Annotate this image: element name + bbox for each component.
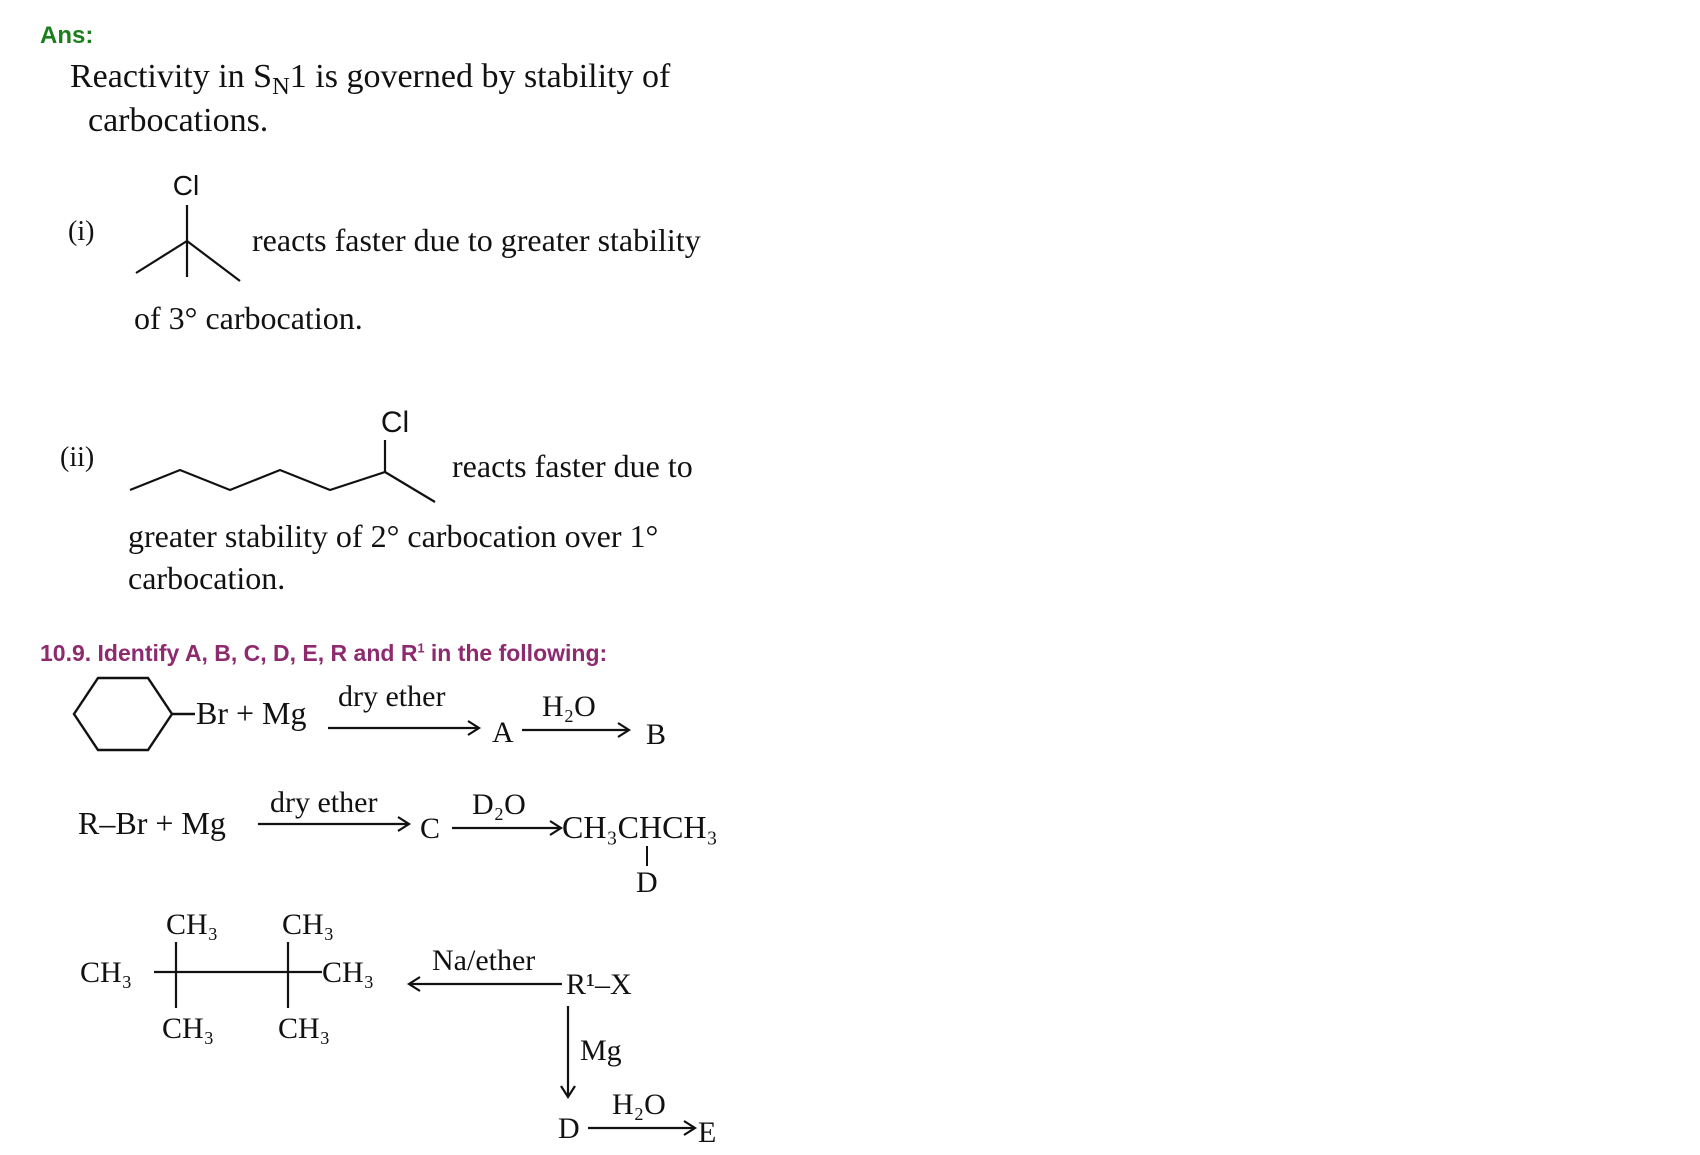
reaction2-substituent: D xyxy=(636,866,658,899)
bond-line xyxy=(187,241,240,281)
reaction1-product1: A xyxy=(492,716,514,749)
bond-line xyxy=(136,241,187,273)
reaction2-product2: CH₃CHCH₃ xyxy=(562,809,718,845)
item1-marker: (i) xyxy=(68,216,95,247)
item1-text-line2: of 3° carbocation. xyxy=(134,300,363,336)
carbon-chain xyxy=(130,470,385,490)
question-heading-suffix: in the following: xyxy=(424,640,608,666)
intro-text-line2: carbocations. xyxy=(88,102,269,139)
reaction1-reagent2: H₂O xyxy=(542,690,596,723)
reaction3-right: CH₃ xyxy=(322,956,375,989)
tertiary-butyl-chloride-structure xyxy=(130,165,250,285)
reaction3-top-right: CH₃ xyxy=(282,908,335,941)
question-heading-superscript: 1 xyxy=(417,641,425,656)
question-heading xyxy=(40,640,607,667)
question-heading-prefix: 10.9. Identify A, B, C, D, E, R and R xyxy=(40,640,418,666)
intro-text-part1: Reactivity in S xyxy=(70,58,273,95)
reaction-2 xyxy=(70,782,770,912)
reaction3-top-left: CH₃ xyxy=(166,908,219,941)
reaction3-left: CH₃ xyxy=(80,956,133,989)
reaction3-product-e: E xyxy=(698,1116,717,1149)
reaction3-product-d: D xyxy=(558,1112,580,1145)
item2-text-line1: reacts faster due to xyxy=(452,448,693,484)
reaction2-reagent1: dry ether xyxy=(270,786,378,819)
reaction2-product1: C xyxy=(420,812,441,845)
bond-line xyxy=(385,472,435,502)
cyclohexane-ring xyxy=(74,678,172,750)
intro-text xyxy=(70,58,671,100)
reaction3-bottom-left: CH₃ xyxy=(162,1012,215,1045)
item1-atom-label: Cl xyxy=(172,170,200,201)
reaction1-product2: B xyxy=(646,718,667,751)
reaction-3 xyxy=(70,900,750,1155)
item2-text-line2: greater stability of 2° carbocation over 1° xyxy=(128,518,659,554)
item2-atom-label: Cl xyxy=(380,406,410,439)
reaction-1 xyxy=(60,672,780,762)
reaction1-reagent1: dry ether xyxy=(338,680,446,713)
intro-subscript: N xyxy=(272,72,290,100)
reaction3-reagent: Na/ether xyxy=(432,944,536,977)
reaction3-bottom-right: CH₃ xyxy=(278,1012,331,1045)
reaction3-reagent2: H₂O xyxy=(612,1088,666,1121)
item1-text-line1: reacts faster due to greater stability xyxy=(252,222,701,258)
item2-text-line3: carbocation. xyxy=(128,560,286,596)
reaction1-reactant: Br + Mg xyxy=(196,695,307,731)
intro-text-part2: 1 is governed by stability of xyxy=(289,58,671,95)
reaction3-reactant: R¹–X xyxy=(566,968,632,1001)
2-chloropentane-structure xyxy=(125,398,445,508)
reaction3-down-reagent: Mg xyxy=(580,1034,622,1067)
item2-marker: (ii) xyxy=(60,442,95,473)
reaction2-reactant: R–Br + Mg xyxy=(78,805,226,841)
answer-label: Ans: xyxy=(40,22,94,49)
reaction2-reagent2: D₂O xyxy=(472,788,526,821)
